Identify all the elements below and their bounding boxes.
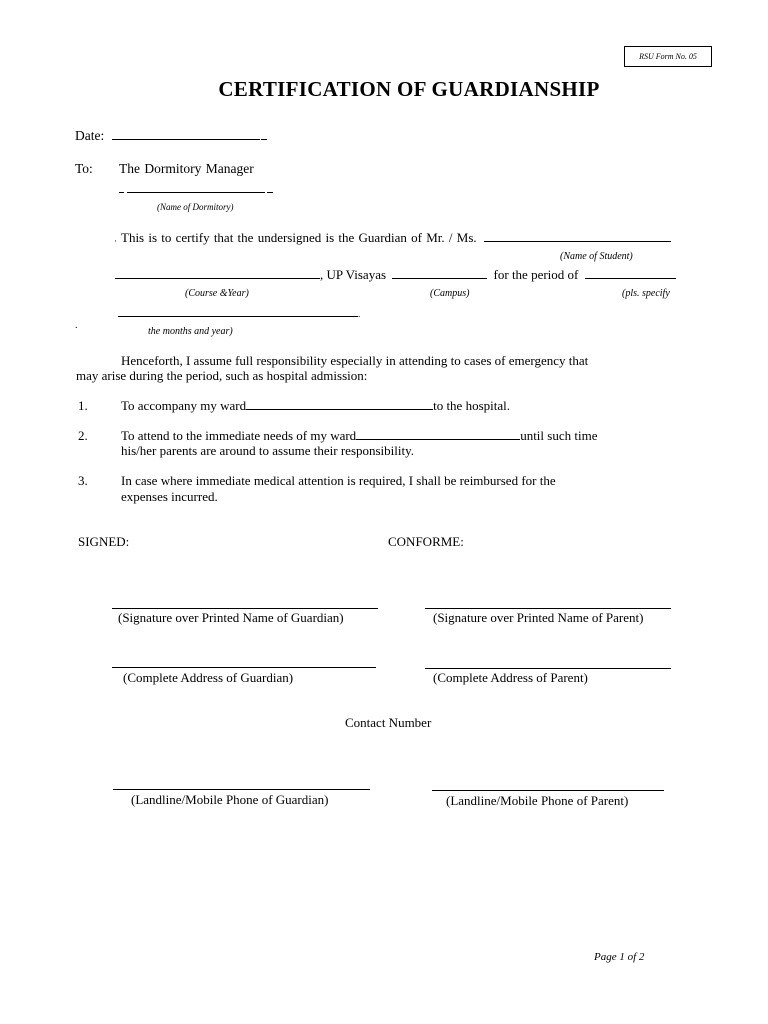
margin-dot: .: [75, 320, 78, 331]
months-blank[interactable]: [118, 305, 358, 317]
date-blank-end: [261, 128, 267, 140]
specify-caption: (pls. specify: [622, 288, 670, 299]
months-row: .: [118, 305, 360, 321]
guardian-phone-line[interactable]: [113, 789, 370, 790]
parent-signature-caption: (Signature over Printed Name of Parent): [433, 610, 644, 625]
certify-row: [121, 230, 671, 246]
recipient: The Dormitory Manager: [119, 161, 254, 176]
student-caption: (Name of Student): [560, 251, 633, 262]
period-blank[interactable]: [585, 267, 676, 279]
course-row: [115, 267, 676, 283]
form-number-box: [624, 46, 712, 67]
guardian-signature-line[interactable]: [112, 608, 378, 609]
item-3-number: 3.: [78, 473, 88, 488]
dormitory-blank-end: [267, 181, 273, 193]
conforme-label: CONFORME:: [388, 534, 464, 549]
campus-blank[interactable]: [392, 267, 487, 279]
guardian-address-caption: (Complete Address of Guardian): [123, 670, 294, 685]
signed-label: SIGNED:: [78, 534, 130, 549]
item-3-text: In case where immediate medical attention is required, I shall be reimbursed for the: [121, 473, 556, 488]
period-text: for the period of: [493, 267, 579, 282]
dormitory-caption: (Name of Dormitory): [157, 202, 234, 212]
student-name-blank[interactable]: [484, 230, 671, 242]
item-1-text-end: to the hospital.: [433, 398, 510, 413]
parent-signature-line[interactable]: [425, 608, 671, 609]
bullet-dot: ·: [114, 236, 117, 246]
dormitory-row: [119, 181, 273, 197]
item-1-number: 1.: [78, 398, 88, 413]
form-number: RSU Form No. 05: [639, 52, 697, 61]
page-title: CERTIFICATION OF GUARDIANSHIP: [218, 77, 600, 101]
course-year-blank[interactable]: [115, 267, 320, 279]
months-caption: the months and year): [148, 326, 233, 337]
date-label: Date:: [75, 128, 105, 143]
to-label: To:: [75, 161, 93, 176]
certify-text: This is to certify that the undersigned is the Guardian of Mr. / Ms.: [121, 230, 477, 245]
page-number: Page 1 of 2: [594, 951, 645, 963]
parent-address-line[interactable]: [425, 668, 671, 669]
item-2-text-end: until such time: [520, 428, 598, 443]
guardian-phone-caption: (Landline/Mobile Phone of Guardian): [131, 792, 329, 807]
guardian-address-line[interactable]: [112, 667, 376, 668]
ward-name-blank[interactable]: [246, 398, 433, 410]
dormitory-blank[interactable]: [127, 181, 265, 193]
item-1: [121, 398, 510, 414]
item-2-number: 2.: [78, 428, 88, 443]
parent-phone-line[interactable]: [432, 790, 664, 791]
item-3-line-2: expenses incurred.: [121, 489, 218, 504]
parent-phone-caption: (Landline/Mobile Phone of Parent): [446, 793, 629, 808]
course-caption: (Course &Year): [185, 288, 249, 299]
date-row: [75, 128, 267, 144]
up-visayas: , UP Visayas: [320, 267, 387, 282]
date-blank[interactable]: [112, 128, 260, 140]
campus-caption: (Campus): [430, 288, 470, 299]
item-1-text: To accompany my ward: [121, 398, 247, 413]
item-2-line-2: his/her parents are around to assume their responsibility.: [121, 443, 415, 458]
item-2-text: To attend to the immediate needs of my ward: [121, 428, 357, 443]
henceforth-line-1: Henceforth, I assume full responsibility especially in attending to cases of emergency that: [121, 353, 589, 368]
guardian-signature-caption: (Signature over Printed Name of Guardian): [118, 610, 344, 625]
dormitory-blank-start: [119, 181, 124, 193]
ward-needs-blank[interactable]: [356, 428, 520, 440]
contact-number-heading: Contact Number: [345, 715, 432, 730]
item-2: [121, 428, 597, 444]
henceforth-line-2: may arise during the period, such as hospital admission:: [76, 368, 368, 383]
parent-address-caption: (Complete Address of Parent): [433, 670, 588, 685]
